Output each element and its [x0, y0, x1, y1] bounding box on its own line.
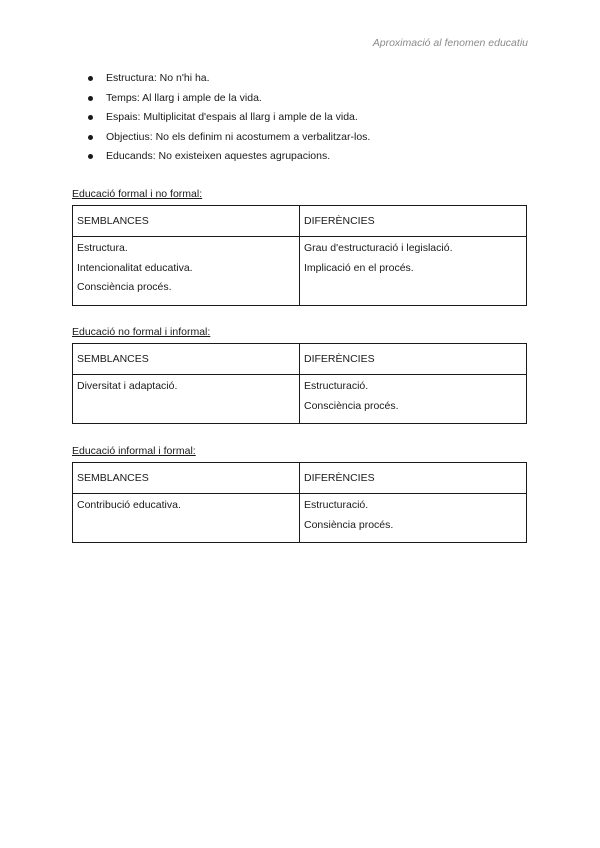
list-item [88, 91, 370, 111]
characteristics-list [88, 71, 370, 169]
table-row [73, 237, 527, 306]
comparison-table [72, 205, 527, 306]
list-item [88, 110, 370, 130]
bullet-icon [88, 96, 93, 101]
section-formal-no-formal [72, 187, 527, 306]
section-title: Educació informal i formal: [72, 445, 196, 457]
diferencies-cell [300, 237, 527, 306]
table-row [73, 375, 527, 424]
page-header: Aproximació al fenomen educatiu [372, 37, 528, 49]
bullet-icon [88, 115, 93, 120]
comparison-table [72, 462, 527, 543]
list-item-text: Espais: Multiplicitat d'espais al llarg i ample de la vida. [106, 111, 358, 123]
diferencies-cell [300, 375, 527, 424]
semblances-cell [73, 494, 300, 543]
header-diferencies: DIFERÈNCIES [300, 344, 527, 375]
cell-line: Intencionalitat educativa. [77, 261, 193, 274]
semblances-cell [73, 237, 300, 306]
diferencies-cell [300, 494, 527, 543]
header-semblances: SEMBLANCES [73, 463, 300, 494]
table-row [73, 494, 527, 543]
header-diferencies: DIFERÈNCIES [300, 206, 527, 237]
cell-line: Estructuració. [304, 380, 369, 392]
list-item-text: Objectius: No els definim ni acostumem a verbalitzar-los. [106, 130, 371, 143]
cell-line: Consiència procés. [304, 518, 394, 531]
header-diferencies: DIFERÈNCIES [300, 463, 527, 494]
list-item-text: Temps: Al llarg i ample de la vida. [106, 91, 262, 104]
semblances-cell [73, 375, 300, 424]
section-title: Educació no formal i informal: [72, 326, 211, 338]
bullet-icon [88, 154, 93, 159]
table-header-row [73, 463, 527, 494]
section-informal-formal [72, 444, 527, 543]
bullet-icon [88, 135, 93, 140]
cell-line: Contribució educativa. [77, 499, 181, 511]
comparison-table [72, 343, 527, 424]
bullet-icon [88, 76, 93, 81]
cell-line: Estructuració. [304, 499, 369, 511]
section-no-formal-informal [72, 325, 527, 424]
table-header-row [73, 344, 527, 375]
list-item-text: Estructura: No n'hi ha. [106, 72, 210, 84]
cell-line: Grau d'estructuració i legislació. [304, 242, 453, 254]
list-item [88, 130, 370, 150]
list-item-text: Educands: No existeixen aquestes agrupacions. [106, 150, 331, 162]
header-semblances: SEMBLANCES [73, 344, 300, 375]
header-semblances: SEMBLANCES [73, 206, 300, 237]
list-item [88, 71, 370, 91]
cell-line: Implicació en el procés. [304, 261, 414, 274]
table-header-row [73, 206, 527, 237]
cell-line: Consciència procés. [77, 281, 172, 293]
list-item [88, 149, 370, 169]
section-title: Educació formal i no formal: [72, 188, 203, 200]
cell-line: Estructura. [77, 242, 128, 254]
cell-line: Diversitat i adaptació. [77, 380, 178, 392]
cell-line: Consciència procés. [304, 399, 399, 412]
